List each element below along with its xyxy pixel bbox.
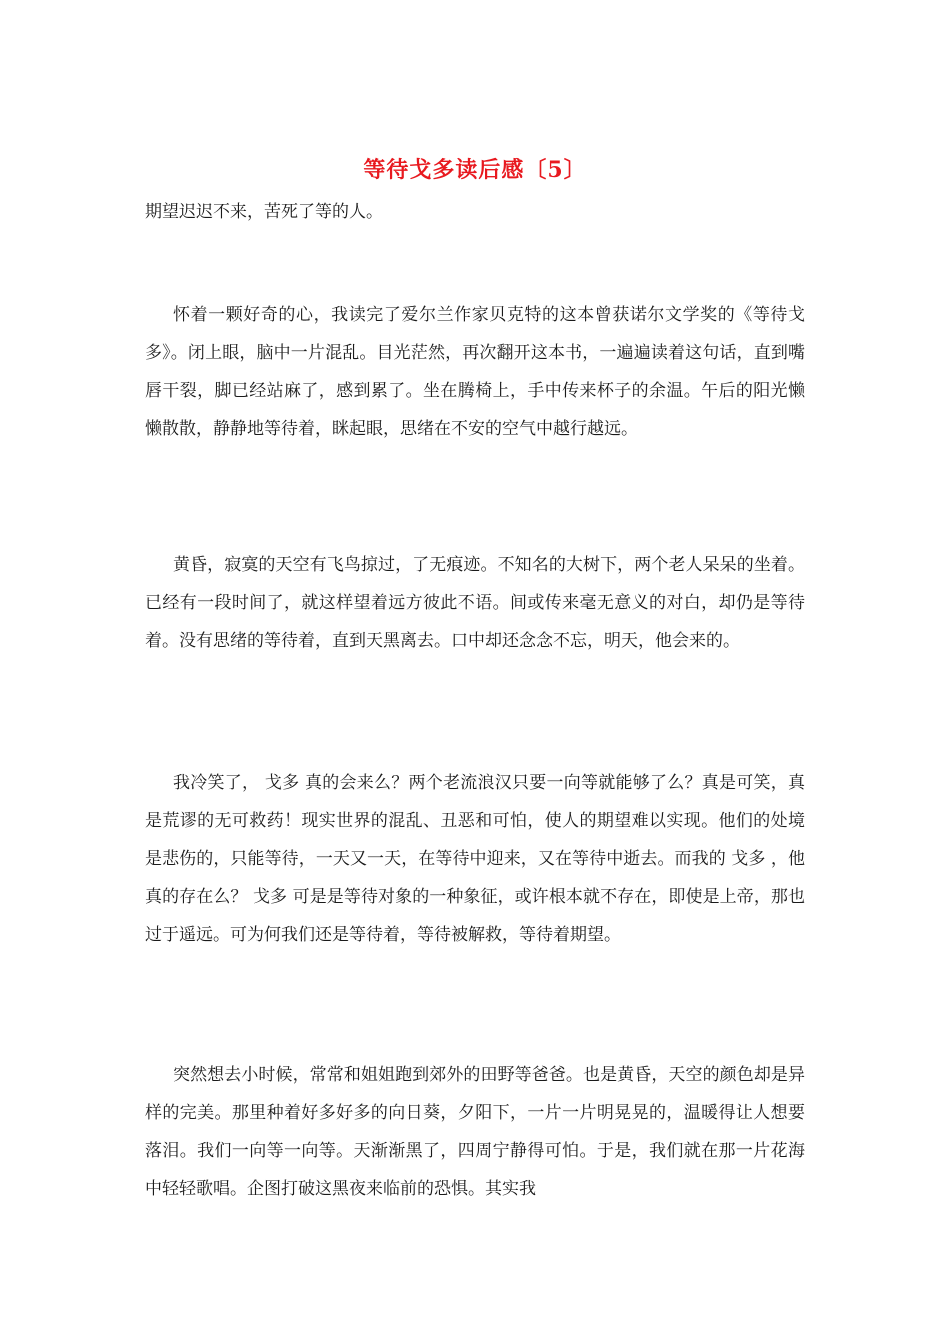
document-subtitle: 期望迟迟不来，苦死了等的人。 <box>145 202 383 222</box>
body-paragraph-1: 怀着一颗好奇的心，我读完了爱尔兰作家贝克特的这本曾获诺尔文学奖的《等待戈多》。闭上眼，脑中一片混乱。目光茫然，再次翻开这本书，一遍遍读着这句话，直到嘴唇干裂，脚已经站麻了，感到累了。坐在腾椅上，手中传来杯子的余温。午后的阳光懒懒散散，静静地等待着，眯起眼，思绪在不安的空气中越行越远。 <box>145 305 805 439</box>
document-title: 等待戈多读后感〔5〕 <box>363 157 587 183</box>
body-paragraph-4: 突然想去小时候，常常和姐姐跑到郊外的田野等爸爸。也是黄昏，天空的颜色却是异样的完美。那里种着好多好多的向日葵，夕阳下，一片一片明晃晃的，温暖得让人想要落泪。我们一向等一向等。天渐渐黑了，四周宁静得可怕。于是，我们就在那一片花海中轻轻歌唱。企图打破这黑夜来临前的恐惧。其实我 <box>145 1065 805 1199</box>
body-paragraph-2: 黄昏，寂寞的天空有飞鸟掠过，了无痕迹。不知名的大树下，两个老人呆呆的坐着。已经有一段时间了，就这样望着远方彼此不语。间或传来毫无意义的对白，却仍是等待着。没有思绪的等待着，直到天黑离去。口中却还念念不忘，明天，他会来的。 <box>145 555 805 651</box>
body-paragraph-3: 我冷笑了， 戈多 真的会来么？两个老流浪汉只要一向等就能够了么？真是可笑，真是荒谬的无可救药！现实世界的混乱、丑恶和可怕，使人的期望难以实现。他们的处境是悲伤的，只能等待，一天又一天，在等待中迎来，又在等待中逝去。而我的 戈多 ，他真的存在么？ 戈多 可是是等待对象的一种象征，或许根本就不存在，即使是上帝，那也过于遥远。可为何我们还是等待着，等待被解救，等待着期望。 <box>145 773 805 945</box>
